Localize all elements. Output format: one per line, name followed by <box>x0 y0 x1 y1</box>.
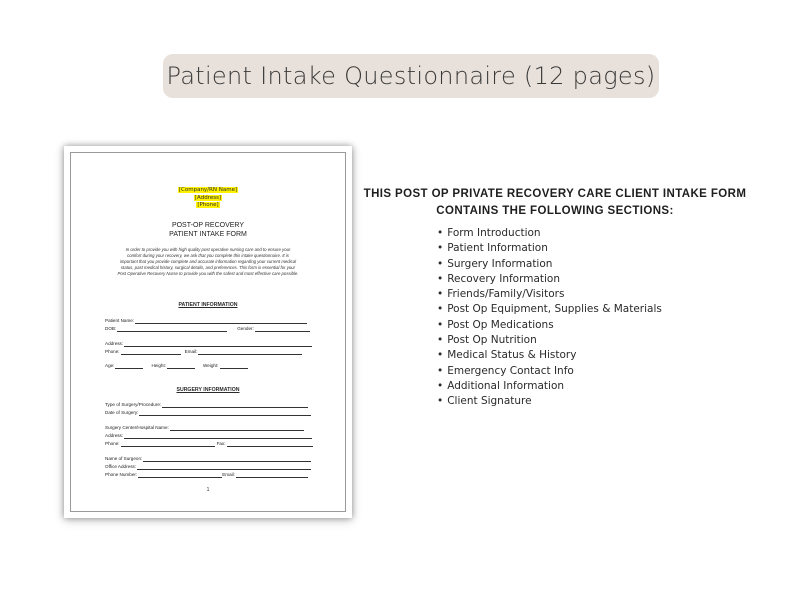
phone-placeholder: [Phone] <box>197 202 219 208</box>
field-label: Gender: <box>237 326 254 331</box>
blank-line <box>162 403 308 408</box>
blank-line <box>115 364 143 369</box>
blank-line <box>236 473 308 478</box>
list-item: • Medical Status & History <box>437 348 662 363</box>
field-label: Surgery Center/Hospital Name: <box>105 425 169 430</box>
blank-line <box>143 457 311 462</box>
form-title-line2: PATIENT INTAKE FORM <box>169 231 247 238</box>
field-type-surgery <box>105 402 308 408</box>
address-placeholder: [Address] <box>194 194 222 201</box>
list-item: • Post Op Nutrition <box>437 333 662 348</box>
field-patient-name <box>105 318 307 324</box>
blank-line <box>220 364 248 369</box>
blank-line <box>124 434 312 439</box>
page-number: 1 <box>206 487 210 493</box>
sections-heading-line2: CONTAINS THE FOLLOWING SECTIONS: <box>436 205 674 217</box>
list-item: • Form Introduction <box>437 226 662 241</box>
field-label: Age: <box>105 363 115 368</box>
list-item: • Post Op Equipment, Supplies & Materials <box>437 302 662 317</box>
product-title: Patient Intake Questionnaire (12 pages) <box>163 54 659 98</box>
intro-line: Post Operative Recovery Nurse to provide you with the safest and most effective care possible. <box>117 271 299 276</box>
field-office-address <box>105 464 311 470</box>
blank-line <box>139 411 311 416</box>
field-dob-gender <box>105 326 310 332</box>
list-item: • Emergency Contact Info <box>437 364 662 379</box>
form-intro-text <box>105 247 311 277</box>
field-address2 <box>105 433 312 439</box>
list-item: • Post Op Medications <box>437 318 662 333</box>
intro-line: status, past medical history, surgical details, and preferences. This form is essential for your <box>120 265 296 270</box>
form-page-preview <box>64 146 352 518</box>
blank-line <box>198 350 302 355</box>
field-label: Type of Surgery/Procedure: <box>105 402 162 407</box>
list-item: • Surgery Information <box>437 257 662 272</box>
field-phone-fax <box>105 441 313 447</box>
field-label: Height: <box>151 363 167 368</box>
sections-list <box>437 226 662 410</box>
surgery-info-heading: SURGERY INFORMATION <box>176 387 240 393</box>
field-phone-email <box>105 349 302 355</box>
field-label: Phone Number: <box>105 472 138 477</box>
field-phone-number-email <box>105 472 308 478</box>
field-label: Email: <box>184 349 198 354</box>
list-item: • Patient Information <box>437 241 662 256</box>
field-label: Address: <box>105 433 124 438</box>
field-surgeon <box>105 456 311 462</box>
field-label: Address: <box>105 341 124 346</box>
form-title-line1: POST-OP RECOVERY <box>171 222 245 229</box>
blank-line <box>227 442 313 447</box>
list-item: • Recovery Information <box>437 272 662 287</box>
field-label: Fax: <box>216 441 226 446</box>
field-address <box>105 341 312 347</box>
field-label: DOB: <box>105 326 117 331</box>
field-label: Phone: <box>105 349 120 354</box>
company-name-placeholder: [Company/RN Name] <box>178 187 238 193</box>
blank-line <box>167 364 195 369</box>
blank-line <box>121 350 181 355</box>
blank-line <box>135 319 307 324</box>
sections-heading-line1: THIS POST OP PRIVATE RECOVERY CARE CLIENT INTAKE FORM <box>363 188 747 200</box>
intro-line: In order to provide you with high quality post operative nursing care and to ensure your <box>125 247 291 252</box>
field-label: Name of Surgeon: <box>105 456 143 461</box>
field-date-surgery <box>105 410 311 416</box>
blank-line <box>138 473 222 478</box>
intro-line: comfort during your recovery, we ask that you complete this intake questionnaire. It is <box>127 253 289 258</box>
blank-line <box>255 327 310 332</box>
sections-heading <box>362 186 748 220</box>
list-item: • Friends/Family/Visitors <box>437 287 662 302</box>
field-label: Email: <box>222 472 235 477</box>
field-surgery-center <box>105 425 304 431</box>
field-label: Phone: <box>105 441 120 446</box>
field-label: Patient Name: <box>105 318 135 323</box>
blank-line <box>124 342 312 347</box>
intro-line: important that you provide complete and accurate information regarding your current medical <box>119 259 297 264</box>
field-label: Date of Surgery: <box>105 410 139 415</box>
field-label: Weight: <box>203 363 219 368</box>
form-title <box>71 221 345 239</box>
list-item: • Additional Information <box>437 379 662 394</box>
field-label: Office Address: <box>105 464 137 469</box>
patient-info-heading: PATIENT INFORMATION <box>178 302 238 308</box>
blank-line <box>170 426 304 431</box>
blank-line <box>117 327 227 332</box>
list-item: • Client Signature <box>437 394 662 409</box>
page-border <box>70 152 346 512</box>
blank-line <box>121 442 215 447</box>
blank-line <box>137 465 311 470</box>
company-placeholder-block <box>71 187 345 210</box>
field-age-height-weight <box>105 363 248 369</box>
